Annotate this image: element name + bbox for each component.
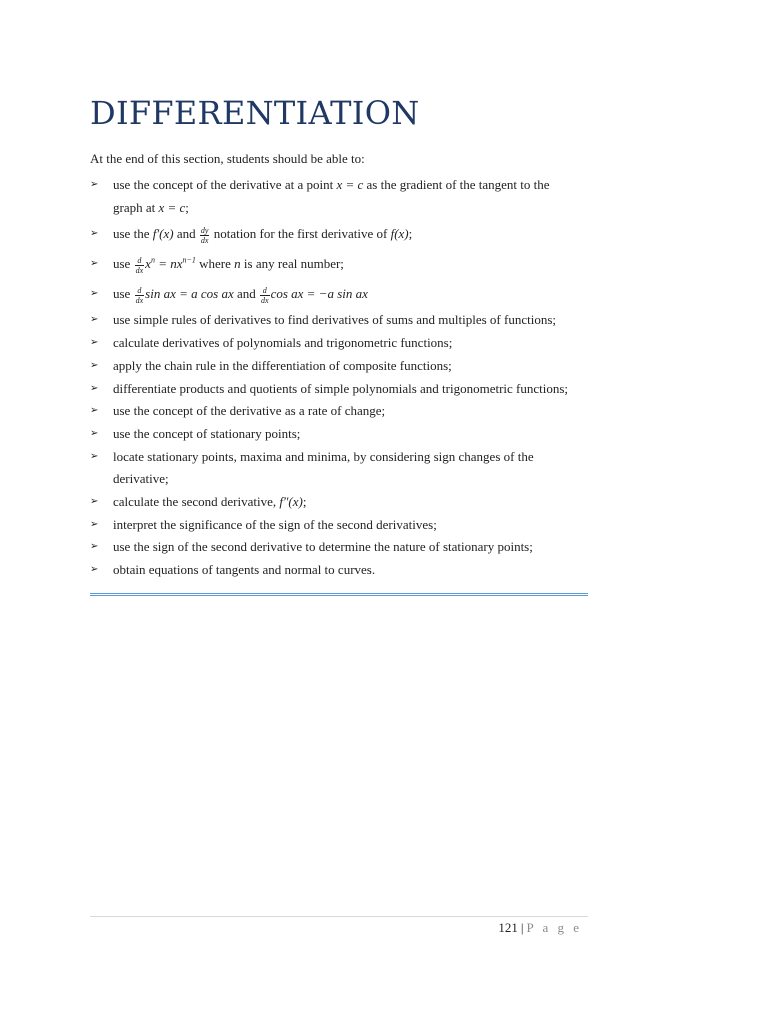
page-number: 121 — [498, 920, 518, 935]
arrow-bullet-icon: ➢ — [90, 541, 99, 553]
arrow-bullet-icon: ➢ — [90, 405, 99, 417]
math-expression: x = c — [158, 199, 186, 215]
math-expression: f″(x) — [279, 494, 303, 510]
fraction: $\frac{d}{dx}$ — [135, 285, 144, 305]
list-item: ➢ use simple rules of derivatives to find derivatives of sums and multiples of functions; — [90, 309, 600, 332]
math-expression: x = c — [336, 177, 364, 192]
arrow-bullet-icon: ➢ — [90, 496, 99, 508]
intro-text: At the end of this section, students should be able to: — [90, 151, 365, 166]
list-item: ➢ calculate derivatives of polynomials and trigonometric functions; — [90, 332, 600, 355]
arrow-bullet-icon: ➢ — [90, 179, 99, 190]
arrow-bullet-icon: ➢ — [90, 359, 99, 371]
list-item: ➢ use the concept of the derivative at a point x = c as the gradient of the tangent to the — [90, 174, 600, 197]
list-item: ➢ use the sign of the second derivative to determine the nature of stationary points; — [90, 536, 600, 559]
list-item: ➢ locate stationary points, maxima and minima, by considering sign changes of the — [90, 446, 600, 469]
footer-separator: | — [520, 920, 524, 935]
arrow-bullet-icon: ➢ — [90, 427, 99, 439]
list-item: ➢ use $\frac{d}{dx}$ sin ax = a cos ax and $\frac{d}{dx}$ cos ax = −a sin ax — [90, 279, 600, 309]
section-title: DIFFERENTIATION — [90, 94, 420, 132]
list-item: ➢ interpret the significance of the sign of the second derivatives; — [90, 514, 600, 537]
arrow-bullet-icon: ➢ — [90, 337, 99, 349]
list-item: ➢ use the concept of stationary points; — [90, 423, 600, 446]
footer-divider — [90, 916, 588, 917]
list-item: ➢ calculate the second derivative, f″(x); — [90, 491, 600, 514]
objectives-list — [90, 174, 600, 582]
arrow-bullet-icon: ➢ — [90, 382, 99, 394]
list-item: ➢ differentiate products and quotients of simple polynomials and trigonometric functions; — [90, 378, 600, 401]
math-expression: f′(x) — [152, 226, 174, 242]
list-item: ➢ use the f′(x) and $\frac{dy}{dx}$ notation for the first derivative of f(x); — [90, 219, 600, 249]
arrow-bullet-icon: ➢ — [90, 314, 99, 326]
arrow-bullet-icon: ➢ — [90, 258, 99, 270]
arrow-bullet-icon: ➢ — [90, 518, 99, 530]
section-divider — [90, 593, 588, 596]
page-footer — [498, 920, 582, 936]
fraction: $\frac{d}{dx}$ — [135, 255, 144, 275]
fraction: $\frac{d}{dx}$ — [261, 285, 269, 305]
arrow-bullet-icon: ➢ — [90, 228, 99, 240]
fraction: $\frac{dy}{dx}$ — [200, 225, 209, 245]
arrow-bullet-icon: ➢ — [90, 450, 99, 462]
list-item: ➢ apply the chain rule in the differentiation of composite functions; — [90, 355, 600, 378]
math-expression: sin ax = a cos ax — [145, 286, 234, 302]
arrow-bullet-icon: ➢ — [90, 564, 99, 576]
list-item: ➢ use $\frac{d}{dx}$ $x^n = nx^{n-1}$ where n is any real number; — [90, 249, 600, 279]
list-item-continuation: derivative; — [113, 471, 169, 487]
list-item: ➢ use the concept of the derivative as a rate of change; — [90, 400, 600, 423]
page-label: P a g e — [526, 920, 582, 935]
math-expression: f(x) — [390, 226, 409, 242]
list-item-continuation: graph at x = c; — [113, 199, 189, 215]
list-item: ➢ obtain equations of tangents and normal to curves. — [90, 559, 600, 582]
math-expression: $x^n = nx^{n-1}$ — [145, 256, 196, 272]
arrow-bullet-icon: ➢ — [90, 288, 99, 300]
math-expression: cos ax = −a sin ax — [270, 286, 368, 302]
